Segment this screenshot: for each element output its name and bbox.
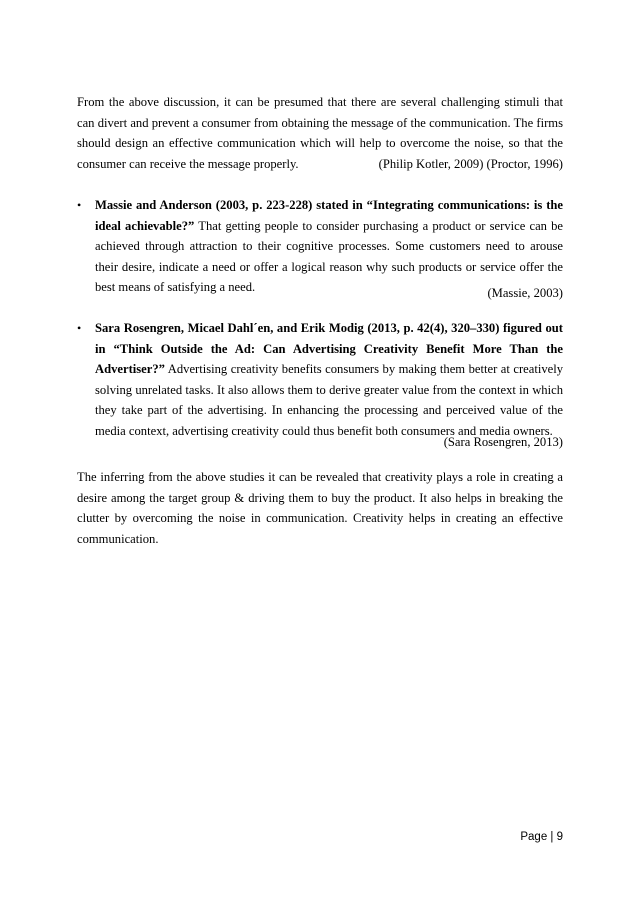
bullet-icon: •	[77, 198, 82, 212]
bullet-body-rosengren: Advertising creativity benefits consumers by making them better at creatively solving unrelated tasks. It also allows them to derive greater value from the context in which they take part of the advertising. In enhancing the processing and perceived value of the media context, advertising creativity could thus benefit both consumers and media owners.	[95, 362, 563, 438]
intro-paragraph: From the above discussion, it can be presumed that there are several challenging stimuli that can divert and prevent a consumer from obtaining the message of the communication. The firms should design an effective communication which will help to overcome the noise, so that the consumer can receive the message properly.	[77, 95, 563, 171]
bullet-body-massie: That getting people to consider purchasing a product or service can be achieved through attraction to their cognitive processes. Some customers need to arouse their desire, indicate a need or offer a logical reason why such products or service offer the best means of satisfying a need.	[95, 218, 564, 295]
intro-citation: (Philip Kotler, 2009) (Proctor, 1996)	[378, 157, 563, 171]
bullet-heading-rosengren: Sara Rosengren, Micael Dahl´en, and Erik Modig (2013, p. 42(4), 320–330) figured out in “Think Outside the Ad: Can Advertising Creativity Benefit More Than the Advertiser?”	[95, 321, 563, 377]
conclusion-paragraph: The inferring from the above studies it can be revealed that creativity plays a role in creating a desire among the target group & driving them to buy the product. It also helps in breaking the clutter by overcoming the noise in communication. Creativity helps in creating an effective communication.	[77, 470, 563, 546]
page-number: Page | 9	[520, 831, 563, 843]
citation-massie: (Massie, 2003)	[487, 286, 563, 300]
bullet-heading-massie: Massie and Anderson (2003, p. 223-228) stated in “Integrating communications: is the ideal achievable?”	[95, 198, 563, 233]
bullet-item-rosengren	[77, 318, 563, 442]
bullet-text-rosengren	[95, 318, 563, 442]
bullet-icon: •	[77, 321, 82, 335]
citation-rosengren: (Sara Rosengren, 2013)	[443, 435, 563, 449]
